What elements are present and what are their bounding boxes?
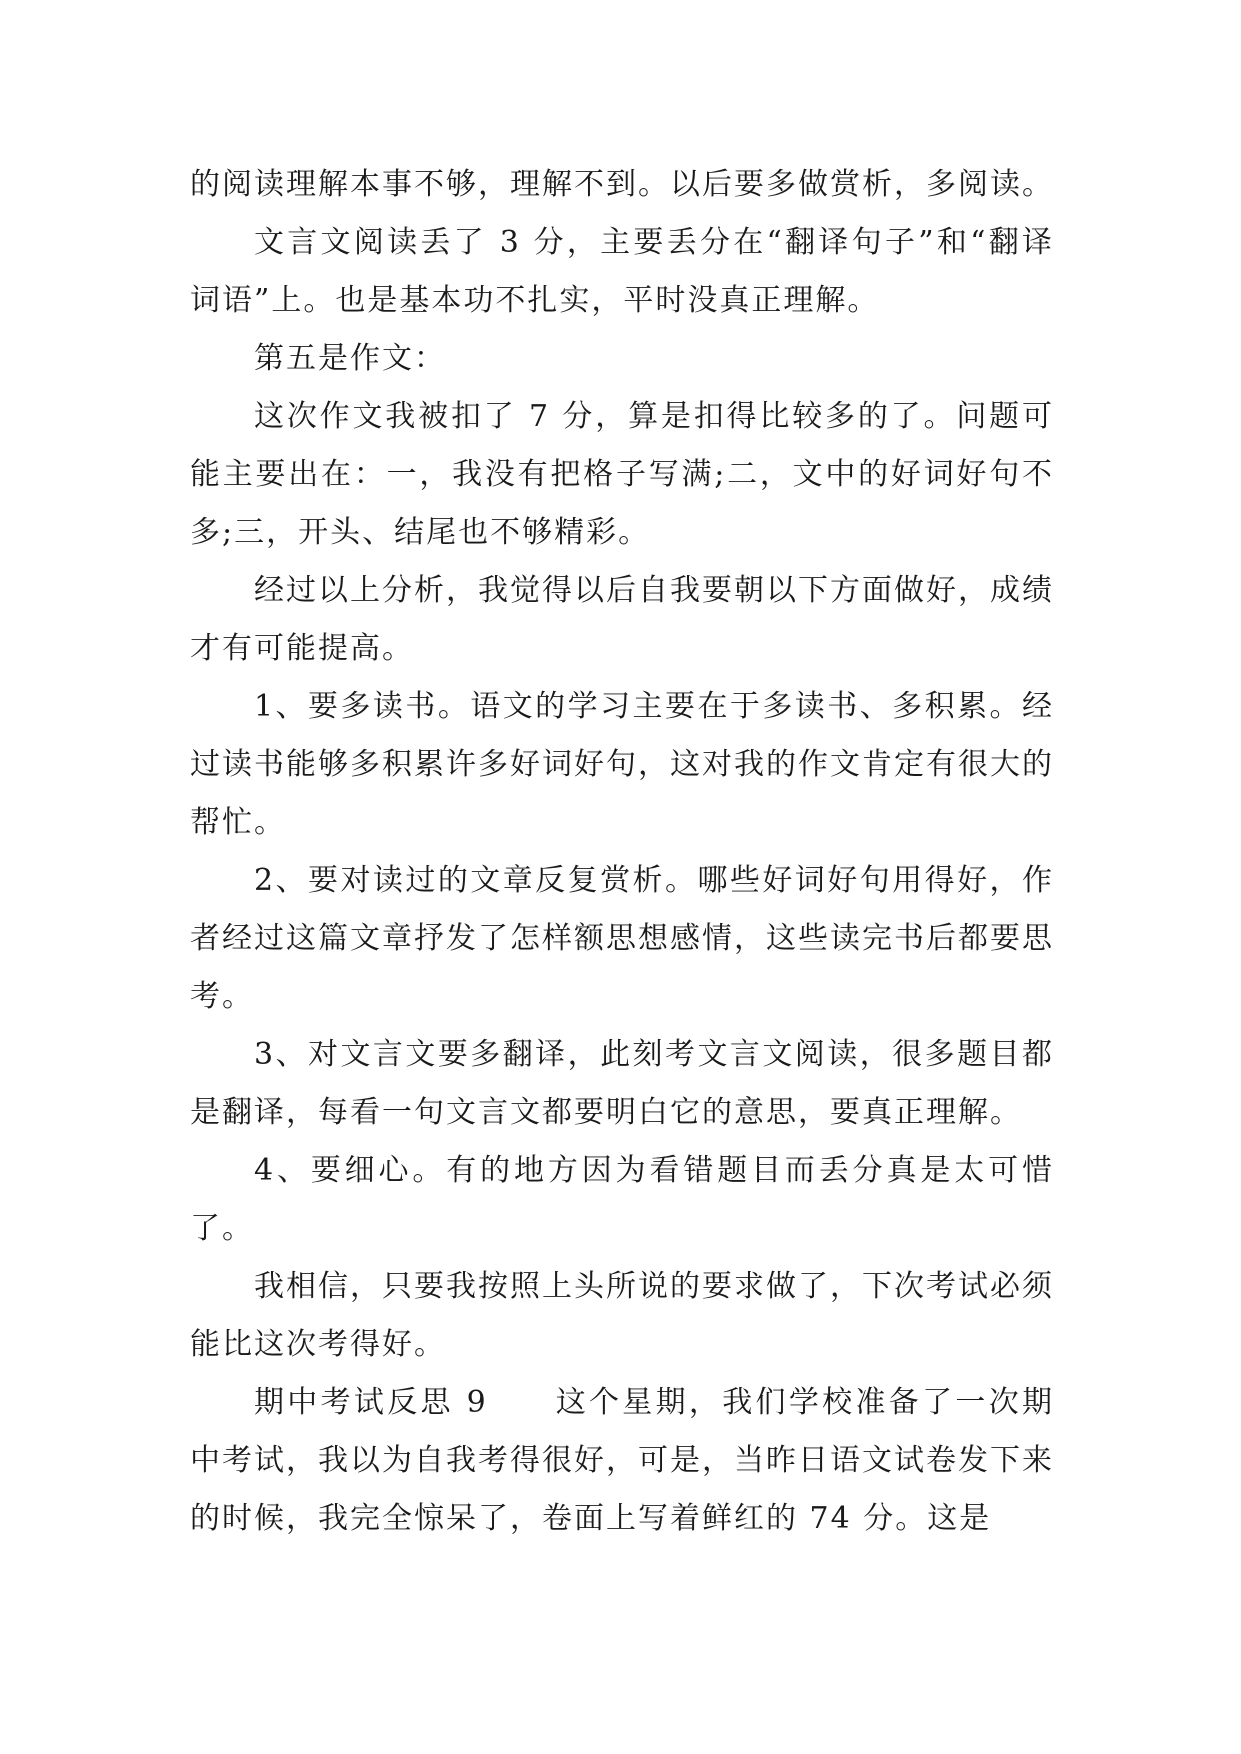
paragraph-4: 这次作文我被扣了 7 分，算是扣得比较多的了。问题可能主要出在：一，我没有把格子写满;二，文中的好词好句不多;三，开头、结尾也不够精彩。 xyxy=(190,399,1054,550)
paragraph-5: 经过以上分析，我觉得以后自我要朝以下方面做好，成绩才有可能提高。 xyxy=(190,573,1054,666)
document-body xyxy=(190,156,1054,1548)
paragraph-7: 2、要对读过的文章反复赏析。哪些好词好句用得好，作者经过这篇文章抒发了怎样额思想感情，这些读完书后都要思考。 xyxy=(190,863,1054,1014)
paragraph-6: 1、要多读书。语文的学习主要在于多读书、多积累。经过读书能够多积累许多好词好句，这对我的作文肯定有很大的帮忙。 xyxy=(190,689,1054,840)
paragraph-1: 的阅读理解本事不够，理解不到。以后要多做赏析，多阅读。 xyxy=(190,167,1054,202)
paragraph-3: 第五是作文： xyxy=(254,341,446,376)
paragraph-10: 我相信，只要我按照上头所说的要求做了，下次考试必须能比这次考得好。 xyxy=(190,1269,1054,1362)
paragraph-9: 4、要细心。有的地方因为看错题目而丢分真是太可惜了。 xyxy=(190,1153,1054,1246)
paragraph-8: 3、对文言文要多翻译，此刻考文言文阅读，很多题目都是翻译，每看一句文言文都要明白它的意思，要真正理解。 xyxy=(190,1037,1054,1130)
paragraph-2: 文言文阅读丢了 3 分，主要丢分在“翻译句子”和“翻译词语”上。也是基本功不扎实，平时没真正理解。 xyxy=(190,225,1054,318)
paragraph-11: 期中考试反思 9 这个星期，我们学校准备了一次期中考试，我以为自我考得很好，可是，当昨日语文试卷发下来的时候，我完全惊呆了，卷面上写着鲜红的 74 分。这是 xyxy=(190,1385,1054,1536)
